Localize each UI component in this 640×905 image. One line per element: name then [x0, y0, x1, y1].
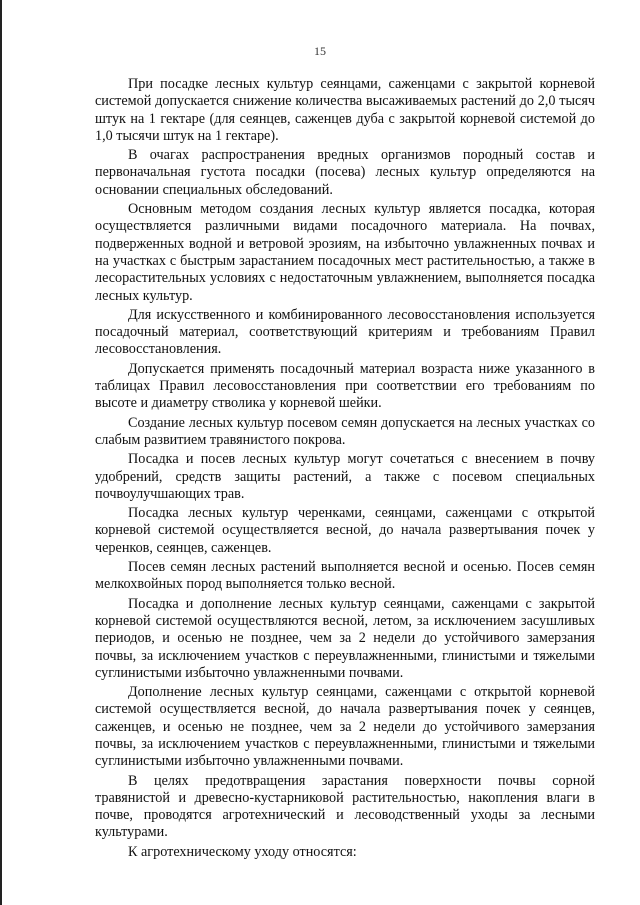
paragraph: Допускается применять посадочный материал возраста ниже указанного в таблицах Правил лесовосстановления при соответствии его требованиям по высоте и диаметру стволика у корневой шейки. [95, 360, 595, 412]
paragraph: Создание лесных культур посевом семян допускается на лесных участках со слабым развитием травянистого покрова. [95, 414, 595, 448]
paragraph: При посадке лесных культур сеянцами, саженцами с закрытой корневой системой допускается снижение количества высаживаемых растений до 2,0 тысяч штук на 1 гектаре (для сеянцев, саженцев дуба с закрытой корневой системой до 1,0 тысячи штук на 1 гектаре). [95, 76, 595, 144]
page-edge [0, 0, 2, 905]
document-body [95, 76, 595, 861]
paragraph: В целях предотвращения зарастания поверхности почвы сорной травянистой и древесно-кустарниковой растительностью, накопления влаги в почве, проводятся агротехнический и лесоводственный уходы за лесными культурами. [95, 772, 595, 841]
paragraph: Посадка и посев лесных культур могут сочетаться с внесением в почву удобрений, средств защиты растений, а также с посевом специальных почвоулучшающих трав. [95, 451, 595, 502]
page-number: 15 [314, 44, 326, 58]
paragraph: Посадка и дополнение лесных культур сеянцами, саженцами с закрытой корневой системой осуществляются весной, летом, за исключением засушливых периодов, и осенью не позднее, чем за 2 недели до устойчивого замерзания почвы, за исключением участков с переувлажненными, глинистыми и тяжелыми суглинистыми избыточно увлажненными почвами. [95, 595, 595, 681]
paragraph: Для искусственного и комбинированного лесовосстановления используется посадочный материал, соответствующий критериям и требованиям Правил лесовосстановления. [95, 306, 595, 358]
paragraph: К агротехническому уходу относятся: [128, 843, 357, 860]
paragraph: Посев семян лесных растений выполняется весной и осенью. Посев семян мелкохвойных пород выполняется только весной. [95, 559, 595, 593]
paragraph: Основным методом создания лесных культур является посадка, которая осуществляется различными видами посадочного материала. На почвах, подверженных водной и ветровой эрозиям, на избыточно увлажненных почвах и на участках с быстрым зарастанием посадочных мест растительностью, а также в лесорастительных условиях с недостаточным увлажнением, выполняется посадка лесных культур. [95, 201, 595, 304]
paragraph: Посадка лесных культур черенками, сеянцами, саженцами с открытой корневой системой осуществляется весной, до начала развертывания почек у черенков, сеянцев, саженцев. [95, 505, 595, 556]
paragraph: Дополнение лесных культур сеянцами, саженцами с открытой корневой системой осуществляется весной, до начала развертывания почек у сеянцев, саженцев, и осенью не позднее, чем за 2 недели до устойчивого замерзания почвы, за исключением участков с переувлажненными, глинистыми и тяжелыми суглинистыми избыточно увлажненными почвами. [95, 684, 595, 770]
paragraph: В очагах распространения вредных организмов породный состав и первоначальная густота посадки (посева) лесных культур определяются на основании специальных обследований. [95, 147, 595, 198]
